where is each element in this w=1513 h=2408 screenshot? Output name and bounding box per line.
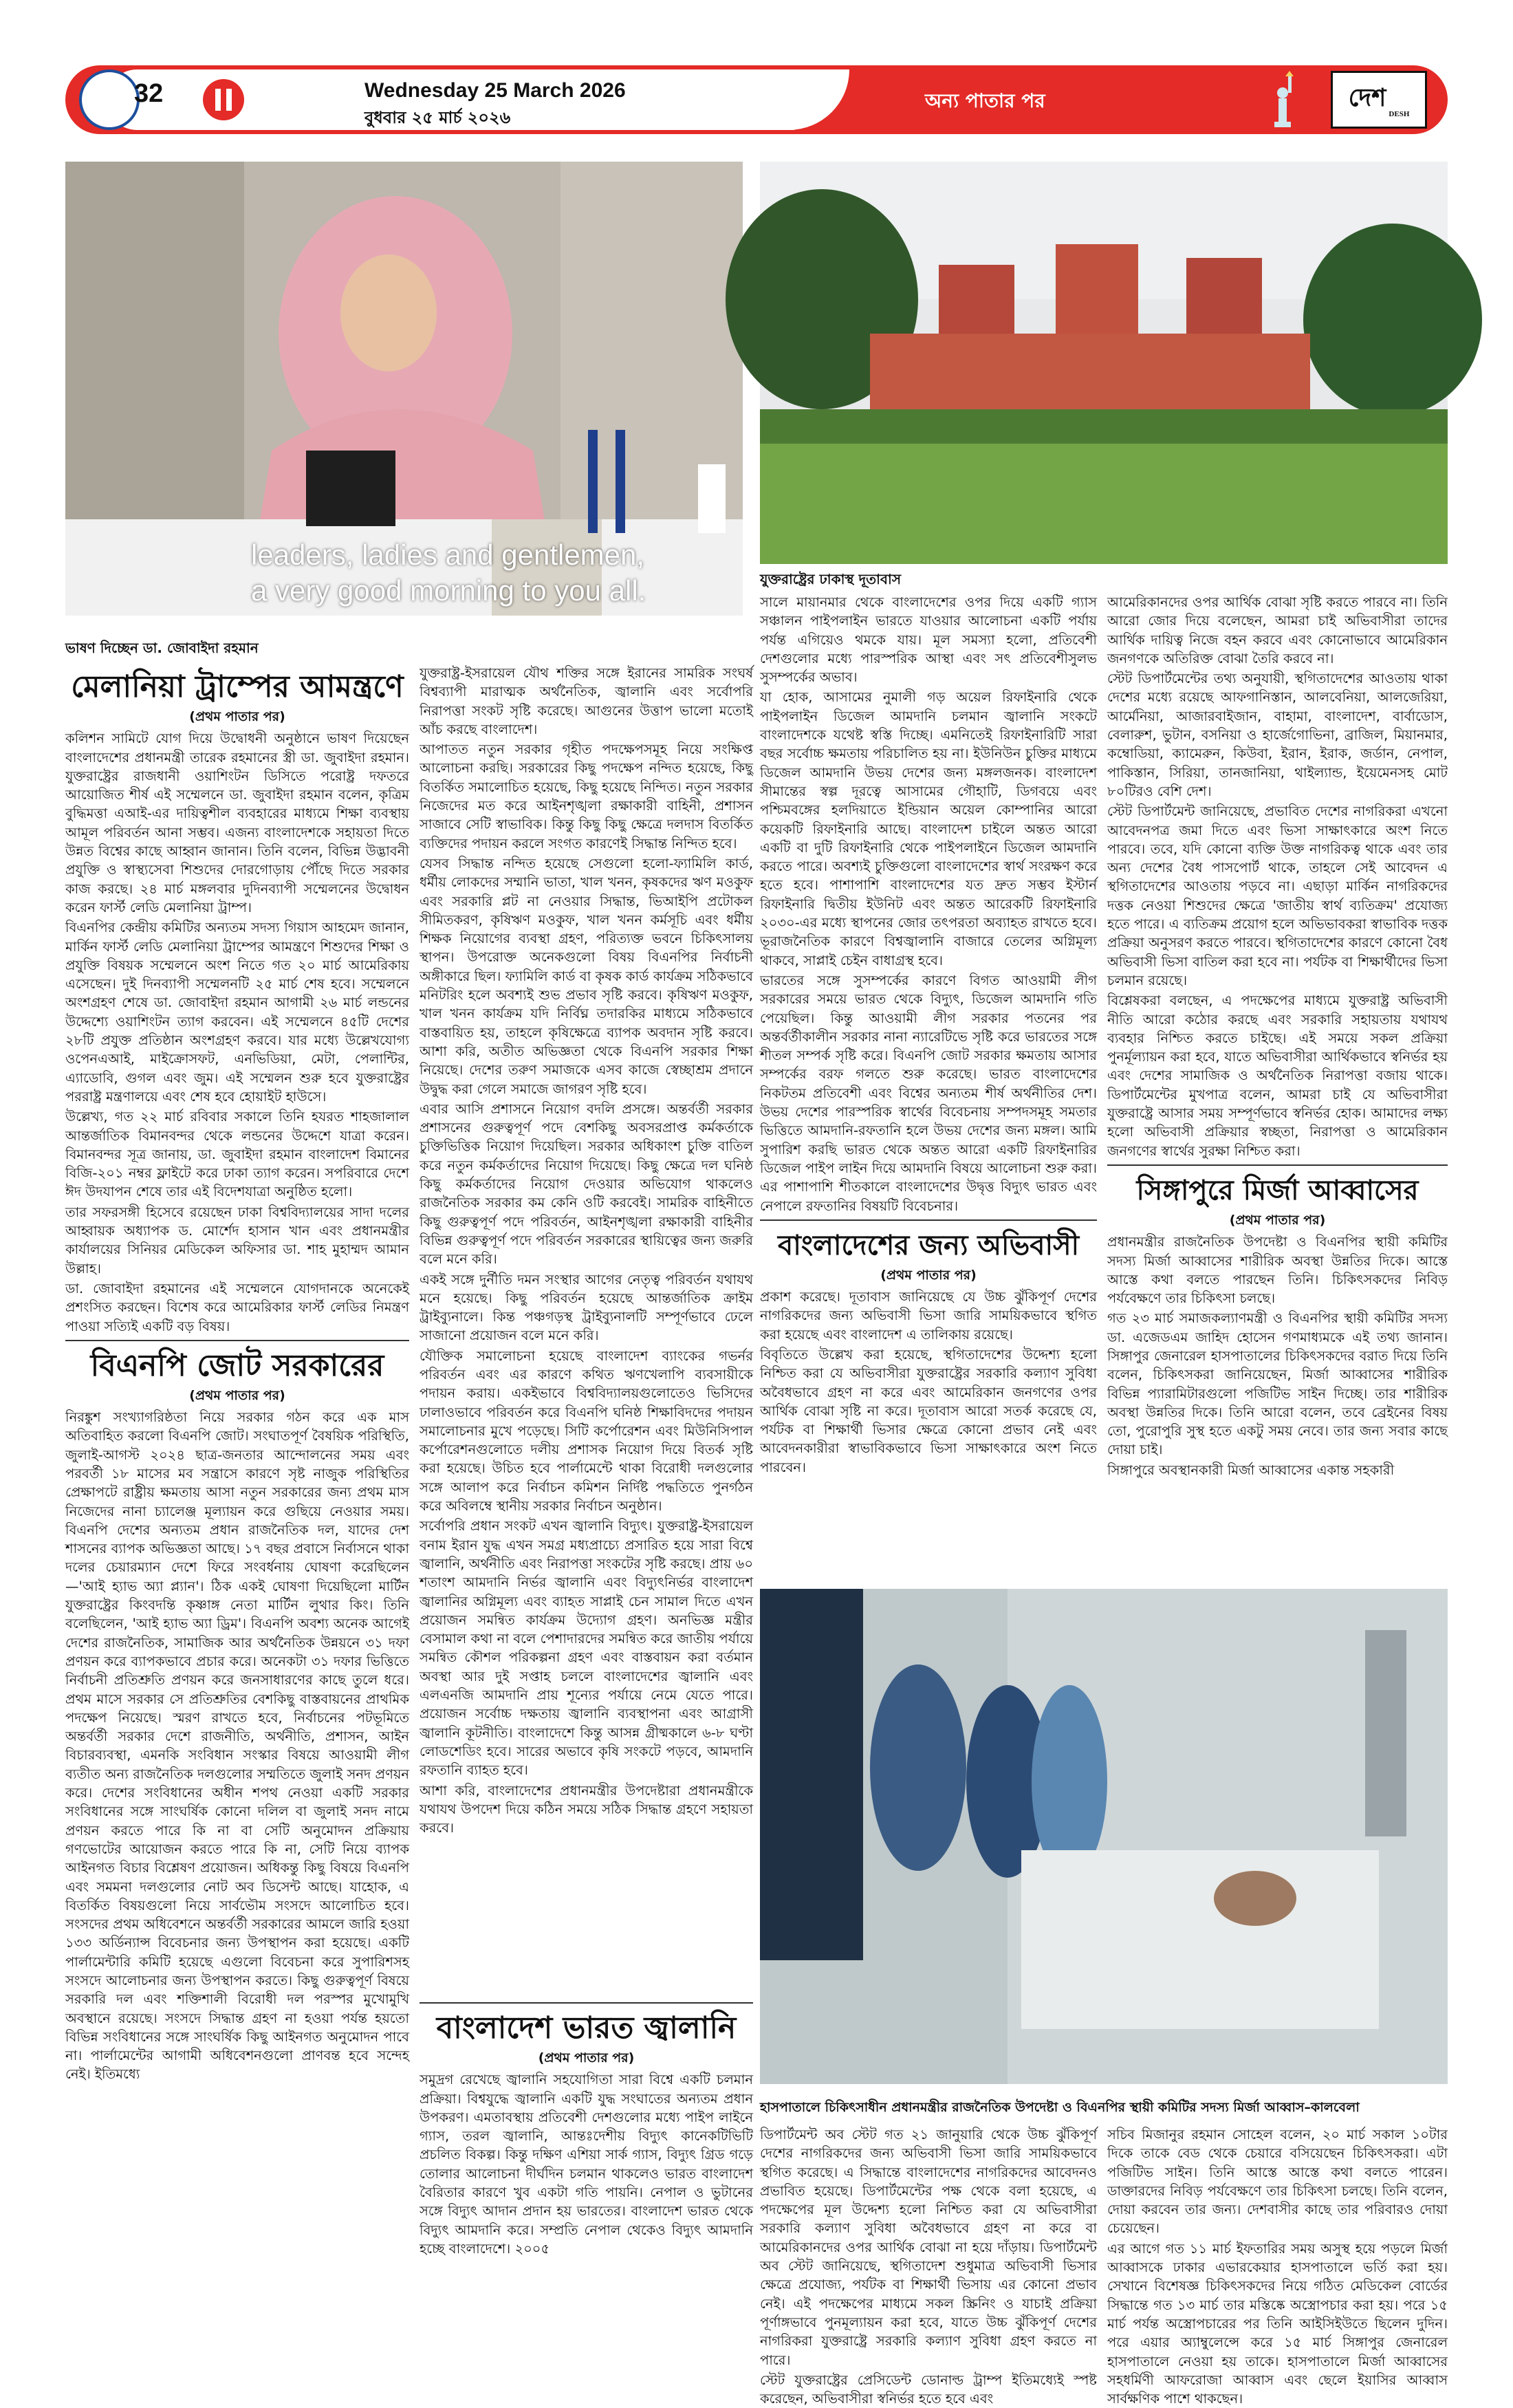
- column-3-upper: [760, 593, 1097, 1576]
- melania-para-3: উল্লেখ্য, গত ২২ মার্চ রবিবার সকালে তিনি হযরত শাহজালাল আন্তর্জাতিক বিমানবন্দর থেকে লন্ডনের উদ্দেশে যাত্রা করেন। বিমানবন্দর সূত্র জানায়, ডা. জুবাইদা রহমান বাংলাদেশ বিমানের বিজি-২০১ নম্বর ফ্লাইটে করে ঢাকা ত্যাগ করেন। সপরিবারে দেশে ঈদ উদযাপন শেষে তার এই বিদেশযাত্রা অনুষ্ঠিত হলো।: [65, 1109, 409, 1200]
- byline-melania: (প্রথম পাতার পর): [189, 709, 285, 724]
- date-english: Wednesday 25 March 2026: [364, 79, 626, 102]
- subtitle-line-2: a very good morning to you all.: [251, 574, 646, 607]
- subtitle-line-1: leaders, ladies and gentlemen,: [251, 539, 645, 571]
- bnp-cont-para-7: সর্বোপরি প্রধান সংকট এখন জ্বালানি বিদ্যুৎ। যুক্তরাষ্ট্র-ইসরায়েল বনাম ইরান যুদ্ধ এখন সমগ্র মধ্যপ্রাচ্যে প্রসারিত হয়ে সারা বিশ্বে জ্বালানি, অর্থনীতি এবং নিরাপত্তা সংকটের সৃষ্টি করছে। প্রায় ৬০ শতাংশ আমদানি নির্ভর জ্বালানি এবং বিদ্যুৎনির্ভর বাংলাদেশ জ্বালানির অগ্নিমূল্য এবং ব্যাহত সাপ্লাই চেন সামাল দিতে এখন প্রয়োজন সমন্বিত কার্যক্রম উদ্যোগ গ্রহণ। অনভিজ্ঞ মন্ত্রীর বেসামাল কথা না বলে পেশাদারদের সমন্বিত করে জাতীয় পর্যায়ে সমন্বিত কৌশল পরিকল্পনা গ্রহণ এবং বাস্তবায়ন করা বর্তমান অবস্থা আর দুই সপ্তাহ চললে বাংলাদেশের জ্বালানি এবং এলএনজি আমদানি প্রায় শূন্যের পর্যায়ে নেমে যেতে পারে। প্রয়োজন সর্বোচ্চ দক্ষতায় জ্বালানি ব্যবস্থাপনা এবং আগ্রাসী জ্বালানি কূটনীতি। বাংলাদেশে কিন্তু আসন্ন গ্রীষ্মকালে ৬-৮ ঘণ্টা লোডশেডিং হবে। সারের অভাবে কৃষি সংকটে পড়বে, আমদানি রফতানি ব্যাহত হবে।: [420, 1518, 753, 1779]
- photo3-caption: হাসপাতালে চিকিৎসাধীন প্রধানমন্ত্রীর রাজনৈতিক উপদেষ্টা ও বিএনপির স্থায়ী কমিটির সদস্য মির্জা আব্বাস–কালবেলা: [760, 2100, 1360, 2115]
- visa-para-1: প্রকাশ করেছে। দূতাবাস জানিয়েছে যে উচ্চ ঝুঁকিপূর্ণ দেশের নাগরিকদের জন্য অভিবাসী ভিসা জারি সাময়িকভাবে স্থগিত করা হয়েছে এবং বাংলাদেশ এ তালিকায় রয়েছে।: [760, 1289, 1097, 1343]
- brand-logo: [1331, 71, 1427, 129]
- divider: [65, 1340, 409, 1341]
- byline-bnp-coalition: (প্রথম পাতার পর): [189, 1387, 285, 1403]
- bnp-cont-para-8: আশা করি, বাংলাদেশের প্রধানমন্ত্রীর উপদেষ্টারা প্রধানমন্ত্রীকে যথাযথ উপদেশ দিয়ে কঠিন সময়ে সঠিক সিদ্ধান্ত গ্রহণে সহায়তা করবে।: [420, 1782, 753, 1836]
- photo-hospital: [760, 1589, 1448, 2084]
- headline-immigrant-visa: বাংলাদেশের জন্য অভিবাসী: [777, 1228, 1080, 1261]
- photo1-caption: ভাষণ দিচ্ছেন ডা. জোবাইদা রহমান: [65, 640, 259, 656]
- hospital-illustration: [760, 1589, 1448, 2084]
- column-4-lower: [1107, 2125, 1448, 2407]
- melania-para-4: তার সফরসঙ্গী হিসেবে রয়েছেন ঢাকা বিশ্ববিদ্যালয়ের সাদা দলের আহ্বায়ক অধ্যাপক ড. মোর্শেদ হাসান খান এবং প্রধানমন্ত্রীর কার্যালয়ের সিনিয়র মেডিকেল অফিসার ডা. শাহ মুহাম্মদ আমান উল্লাহ।: [65, 1204, 409, 1277]
- byline-bd-india-energy: (প্রথম পাতার পর): [538, 2050, 635, 2065]
- photo-speaker: [65, 162, 743, 616]
- headline-mirza-abbas: সিঙ্গাপুরে মির্জা আব্বাসের: [1136, 1173, 1419, 1206]
- energy-para-1: সমুদ্রগ রেখেছে জ্বালানি সহযোগিতা সারা বিশ্বে একটি চলমান প্রক্রিয়া। বিশ্বযুদ্ধে জ্বালানি একটি যুদ্ধ সংঘাতের অন্যতম প্রধান উপকরণ। এমতাবস্থায় প্রতিবেশী দেশগুলোর মধ্যে পাইপ লাইনে গ্যাস, তরল জ্বালানি, আন্তঃদেশীয় বিদ্যুৎ কানেকটিভিটি প্রচলিত বিকল্প। কিন্তু দক্ষিণ এশিয়া সার্ক গ্যাস, বিদ্যুৎ গ্রিড গড়ে তোলার আলোচনা দীর্ঘদিন চলমান থাকলেও ভারত বাংলাদেশ বৈরিতার কারণে খুব একটা গতি পায়নি। নেপাল ও ভুটানের সঙ্গে বিদ্যুৎ আদান প্রদান হয় ভারতের। বাংলাদেশ ভারত থেকে বিদ্যুৎ আমদানি করে। সম্প্রতি নেপাল থেকেও বিদ্যুৎ আমদানি হচ্ছে বাংলাদেশে। ২০০৫: [420, 2072, 753, 2257]
- byline-mirza-abbas: (প্রথম পাতার পর): [1229, 1212, 1326, 1228]
- page-number: 32: [134, 79, 164, 108]
- divider: [420, 2002, 753, 2004]
- bnp-cont-para-5: একই সঙ্গে দুর্নীতি দমন সংস্থার আগের নেতৃত্ব পরিবর্তন যথাযথ মনে হয়েছে। কিছু পরিবর্তন হয়েছে আন্তর্জাতিক ক্রাইম ট্রাইব্যুনালে। কিন্ত পঞ্চগড়স্থ ট্রাইব্যুনালটি সম্পূর্ণভাবে ঢেলে সাজানো প্রয়োজন বলে মনে করি।: [420, 1271, 753, 1344]
- melania-para-1: কলিশন সামিটে যোগ দিয়ে উদ্বোধনী অনুষ্ঠানে ভাষণ দিয়েছেন বাংলাদেশের প্রধানমন্ত্রী তারেক রহমানের স্ত্রী ডা. জুবাইদা রহমান। যুক্তরাষ্ট্রের রাজধানী ওয়াশিংটন ডিসিতে পরোষ্ট্র দফতরে আয়োজিত শীর্ষ এই সম্মেলনে ডা. জুবাইদা রহমান বলেন, কৃত্রিম বুদ্ধিমত্তা এআই-এর দায়িত্বশীল ব্যবহারের মাধ্যমে শিক্ষা ব্যবস্থায় আমূল পরিবর্তন আনা সম্ভব। এজন্য বাংলাদেশকে সহায়তা দিতে উন্নত বিশ্বের কাছে আহ্বান জানান। তিনি বলেন, বিভিন্ন উদ্ভাবনী প্রযুক্তি ও স্বাস্থ্যসেবা শিশুদের দোরগোড়ায় পৌঁছে দিতে সরকার কাজ করছে। ২৪ মার্চ মঙ্গলবার দুদিনব্যাপী সম্মেলনের উদ্বোধন করেন ফার্স্ট লেডি মেলানিয়া ট্রাম্প।: [65, 730, 409, 915]
- column-3-lower: [760, 2125, 1097, 2407]
- melania-para-2: বিএনপির কেন্দ্রীয় কমিটির অন্যতম সদস্য গিয়াস আহমেদ জানান, মার্কিন ফার্স্ট লেডি মেলানিয়া ট্রাম্পের আমন্ত্রণে শিশুদের শিক্ষা ও প্রযুক্তি বিষয়ক সম্মেলনে অংশ নিতে গত ২০ মার্চ আমেরিকায় এসেছেন। দুই দিনব্যাপী সম্মেলনটি ২৫ মার্চ শেষ হবে। সম্মেলনে অংশগ্রহণ শেষে ডা. জোবাইদা রহমান আগামী ২৬ মার্চ লন্ডনের উদ্দেশ্যে ওয়াশিংটন ত্যাগ করবেন। এই সম্মেলনে ৪৫টি দেশের ২৮টি প্রযুক্ত প্রতিষ্ঠান অংশগ্রহণ করবে। যার মধ্যে উল্লেখযোগ্য ওপেনএআই, মাইক্রোসফট, এনভিডিয়া, মেটা, পেলান্টির, এ্যাডোবি, গুগল এবং জুম। এই সম্মেলন শুরু হবে যুক্তরাষ্ট্রের পররাষ্ট্র মন্ত্রণালয়ে এবং শেষ হবে হোয়াইট হাউসে।: [65, 920, 409, 1105]
- column-4-upper: [1107, 593, 1448, 1576]
- headline-bd-india-energy: বাংলাদেশ ভারত জ্বালানি: [436, 2010, 737, 2046]
- visa-para-2: বিবৃতিতে উল্লেখ করা হয়েছে, স্থগিতাদেশের উদ্দেশ্য হলো নিশ্চিত করা যে অভিবাসীরা যুক্তরাষ্ট্রের সরকারি কল্যাণ সুবিধা অবৈধভাবে গ্রহণ না করে এবং আমেরিকান জনগণের ওপর আর্থিক বোঝা সৃষ্টি না করে। দূতাবাস আরো সতর্ক করেছে যে, পর্যটক বা শিক্ষার্থী ভিসার ক্ষেত্রে কোনো প্রভাব নেই এবং আবেদনকারীরা স্বাভাবিকভাবে ভিসা সাক্ষাৎকারে অংশ নিতে পারবেন।: [760, 1346, 1097, 1475]
- photo-embassy: [760, 162, 1448, 564]
- date-bengali: বুধবার ২৫ মার্চ ২০২৬: [364, 108, 511, 127]
- page-ornament-icon: [79, 69, 140, 130]
- embassy-illustration: [760, 162, 1448, 564]
- melania-para-5: ডা. জোবাইদা রহমানের এই সম্মেলনে যোগদানকে অনেকেই প্রশংসিত করছেন। বিশেষ করে আমেরিকার ফার্স্ট লেডির নিমন্ত্রণ পাওয়া সত্যিই একটি বড় বিষয়।: [65, 1280, 409, 1334]
- brand-name: দেশ: [1348, 84, 1386, 111]
- bnp-para-1: নিরঙ্কুশ সংখ্যাগরিষ্ঠতা নিয়ে সরকার গঠন করে এক মাস অতিবাহিত করলো বিএনপি জোট। সংঘাতপূর্ণ বৈষয়িক পরিস্থিতি, জুলাই-আগস্ট ২০২৪ ছাত্র-জনতার আন্দোলনের সময় এবং পরবর্তী ১৮ মাসের মব সন্ত্রাসে কারণে সৃষ্ট নাজুক পরিস্থিতির প্রেক্ষাপটে রাষ্ট্রীয় ক্ষমতায় আসা নতুন সরকারের জন্য প্রথম মাস নিজেদের নানা চ্যালেঞ্জ মূল্যায়ন করে গুছিয়ে নেওয়ার সময়। বিএনপি দেশের অন্যতম প্রধান রাজনৈতিক দল, যাদের দেশ শাসনের ব্যাপক অভিজ্ঞতা আছে। ১৭ বছর প্রবাসে নির্বাসনে থাকা দলের চেয়ারম্যান দেশে ফিরে সংবর্ধনায় ঘোষণা করেছিলেন—'আই হ্যাভ অ্যা প্ল্যান'। ঠিক একই ঘোষণা দিয়েছিলো মার্টিন যুক্তরাষ্ট্রের কিংবদন্তি কৃষ্ণাঙ্গ নেতা মার্টিন লুথার কিং। তিনি বলেছিলেন, 'আই হ্যাভ অ্যা ড্রিম'। বিএনপি অবশ্য অনেক আগেই দেশের রাজনৈতিক, সামাজিক আর অর্থনৈতিক উন্নয়নে ৩১ দফা প্রণয়ন করে ব্যাপকভাবে প্রচার করে। অনেকটা ৩১ দফার ভিত্তিতে নির্বাচনী প্রতিশ্রুতি প্রণয়ন করে জনসাধারণের কাছে তুলে ধরে। প্রথম মাসে সরকার সে প্রতিশ্রুতির বেশকিছু বাস্তবায়নের প্রাথমিক পদক্ষেপ নিয়েছে। স্মরণ রাখতে হবে, নির্বাচনের পটভূমিতে অন্তর্বর্তী সরকার দেশে রাজনীতি, অর্থনীতি, প্রশাসন, আইন বিচারব্যবস্থা, এমনকি সংবিধান সংস্কার বিষয়ে আওয়ামী লীগ ব্যতীত অন্য রাজনৈতিক দলগুলোর সম্মতিতে জুলাই সনদ প্রণয়ন করে। দেশের সংবিধানের অধীন শপথ নেওয়া একটি সরকার সংবিধানের সঙ্গে সাংঘর্ষিক কোনো দলিল বা জুলাই সনদ নামে প্রণয়ন করতে পারে কি না বা সেটি অনুমোদন প্রক্রিয়ায় গণভোটের আয়োজন করতে পারে কি না, সেটি নিয়ে ব্যাপক আইনগত বিচার বিশ্লেষণ প্রয়োজন। অধিকন্তু কিছু বিষয়ে বিএনপি এবং সমমনা দলগুলোর নোট অব ডিসেন্ট আছে। যাহোক, এ বিতর্কিত বিষয়গুলো নিয়ে সার্বভৌম সংসদে আলোচিত হবে। সংসদের প্রথম অধিবেশনে অন্তর্বর্তী সরকারের আমলে জারি হওয়া ১৩৩ অর্ডিন্যান্স বিবেচনার জন্য উপস্থাপন করা হয়েছে। একটি পার্লামেন্টারি কমিটি হয়েছে এগুলো বিবেচনা করে সুপারিশসহ সংসদে আলোচনার জন্য উপস্থাপন করতে। কিছু গুরুত্বপূর্ণ বিষয়ে সরকারি দল এবং শক্তিশালী বিরোধী দল পরস্পর মুখোমুখি অবস্থানে রয়েছে। সংসদে সিদ্ধান্ত গ্রহণ না হওয়া পর্যন্ত হয়তো বিভিন্ন সংবিধানের সঙ্গে সাংঘর্ষিক কিছু আইনগত অনুমোদন পাবে না। পার্লামেন্টের আগামী অধিবেশনগুলো প্রাণবন্ত হবে সন্দেহ নেই। ইতিমধ্যে: [65, 1409, 410, 2083]
- visa-cont-para-4: বিশ্লেষকরা বলছেন, এ পদক্ষেপের মাধ্যমে যুক্তরাষ্ট্র অভিবাসী নীতি আরো কঠোর করছে এবং সরকারি সহায়তায় যথাযথ ব্যবহার নিশ্চিত করতে চাইছে। এই সময়ে সকল প্রক্রিয়া পুনর্মূল্যায়ন করা হবে, যাতে অভিবাসীরা আর্থিকভাবে স্বনির্ভর হয় এবং দেশের সামাজিক ও অর্থনৈতিক নিরাপত্তা বজায় থাকে। ডিপার্টমেন্টের মুখপাত্র বলেন, আমরা চাই যে অভিবাসীরা যুক্তরাষ্ট্রে আসার সময় সম্পূর্ণভাবে স্বনির্ভর হোক। আমাদের লক্ষ্য হলো অভিবাসী প্রক্রিয়ার স্বচ্ছতা, নিরাপত্তা ও আমেরিকান জনগণের স্বার্থের সুরক্ষা নিশ্চিত করা।: [1107, 993, 1448, 1159]
- abbas-lower-para-2: এর আগে গত ১১ মার্চ ইফতারির সময় অসুস্থ হয়ে পড়লে মির্জা আব্বাসকে ঢাকার এভারকেয়ার হাসপাতালে ভর্তি করা হয়। সেখানে বিশেষজ্ঞ চিকিৎসকদের নিয়ে গঠিত মেডিকেল বোর্ডের সিদ্ধান্তে গত ১৩ মার্চ তার মস্তিষ্কে অস্ত্রোপচার করা হয়। পরে ১৫ মার্চ পর্যন্ত অস্ত্রোপচারের পর তিনি আইসিইউতে ছিলেন দুদিন। পরে এয়ার অ্যাম্বুলেন্সে করে ১৫ মার্চ সিঙ্গাপুর জেনারেল হাসপাতালে নেওয়া হয় তাকে। হাসপাতালে মির্জা আব্বাসের সহধর্মিণী আফরোজা আব্বাস এবং ছেলে ইয়াসির আব্বাস সার্বক্ষণিক পাশে থাকছেন।: [1107, 2240, 1448, 2407]
- section-label: অন্য পাতার পর: [925, 89, 1045, 112]
- abbas-lower-para-1: সচিব মিজানুর রহমান সোহেল বলেন, ২০ মার্চ সকাল ১০টার দিকে তাকে বেড থেকে চেয়ারে বসিয়েছেন চিকিৎসকরা। এটা পজিটিভ সাইন। তিনি আস্তে আস্তে কথা বলতে পারেন। ডাক্তারদের নিবিড় পর্যবেক্ষণে তার চিকিৎসা চলছে। তিনি বলেন, দোয়া করবেন তার জন্য। দেশবাসীর কাছে তার পরিবারও দোয়া চেয়েছেন।: [1107, 2127, 1448, 2237]
- bnp-cont-para-1: যুক্তরাষ্ট্র-ইসরায়েল যৌথ শক্তির সঙ্গে ইরানের সামরিক সংঘর্ষ বিশ্বব্যাপী মারাত্মক অর্থনৈতিক, জ্বালানি এবং সর্বোপরি নিরাপত্তা সংকট সৃষ্টি করেছে। আগুনের উত্তাপ ভালো মতোই আঁচ করছে বাংলাদেশ।: [420, 665, 753, 737]
- brand-sub: DESH: [1389, 110, 1410, 118]
- divider: [1107, 1164, 1448, 1166]
- energy-cont-para-3: ভারতের সঙ্গে সুসম্পর্কের কারণে বিগত আওয়ামী লীগ সরকারের সময়ে ভারত থেকে বিদ্যুৎ, ডিজেল আমদানি গতি পেয়েছিল। কিন্তু আওয়ামী লীগ সরকার পতনের পর অন্তর্বর্তীকালীন সরকার নানা ন্যারেটিভে সৃষ্টি করে ভারতের সঙ্গে শীতল সম্পর্ক সৃষ্টি করে। বিএনপি জোট সরকার ক্ষমতায় আসার সম্পর্কের বরফ গলতে শুরু করেছে। ভারত বাংলাদেশের নিকটতম প্রতিবেশী এবং বিশ্বের অন্যতম শীর্ষ অর্থনীতির দেশ। উভয় দেশের পারস্পরিক স্বার্থের বিবেচনায় সম্পদসমূহ সমতার ভিত্তিতে আমদানি-রফতানি হলে উভয় দেশের জন্য মঙ্গল। আমি সুপারিশ করছি ভারত থেকে অন্তত আরো একটি রিফাইনারির ডিজেল পাইপ লাইন দিয়ে আমদানি বিষয়ে আলোচনা শুরু করা। এর পাশাপাশি শীতকালে বাংলাদেশের উদ্বৃত্ত বিদ্যুৎ ভারত এবং নেপালে রফতানির বিষয়টি বিবেচনার।: [760, 972, 1097, 1214]
- bnp-cont-para-3: যেসব সিদ্ধান্ত নন্দিত হয়েছে সেগুলো হলো-ফ্যামিলি কার্ড, ধর্মীয় লোকদের সম্মানি ভাতা, খাল খনন, কৃষকদের ঋণ মওকুফ এবং সরকারি প্লট না নেওয়ার সিদ্ধান্ত, ভিআইপি প্রটোকল সীমিতকরণ, কৃষিঋণ মওকুফ, খাল খনন কর্মসূচি এবং ধর্মীয় শিক্ষক নিয়োগের ব্যবস্থা গ্রহণ, পরিত্যক্ত ভবনে চিকিৎসালয় স্থাপন। উপরোক্ত অনেকগুলো বিষয় বিএনপির নির্বাচনী অঙ্গীকারে ছিল। ফ্যামিলি কার্ড বা কৃষক কার্ড কার্যক্রম সঠিকভাবে মনিটরিং হলে অবশ্যই শুভ প্রভাব সৃষ্টি করবে। কৃষিঋণ মওকুফ, খাল খনন কার্যক্রম যদি নির্বিঘ্ন তদারকির মাধ্যমে সঠিকভাবে বাস্তবায়িত হয়, তাহলে কৃষিক্ষেত্রে ব্যাপক অবদান সৃষ্টি করবে। আশা করি, অতীত অভিজ্ঞতা থেকে বিএনপি সরকার শিক্ষা নিয়েছে। দেশের তরুণ সমাজকে এসব কাজে স্বেচ্ছাশ্রম প্রদানে উদ্বুদ্ধ করা গেলে সমাজে জাগরণ সৃষ্টি হবে।: [420, 855, 753, 1097]
- column-2-bottom: [420, 1998, 753, 2308]
- bnp-cont-para-4: এবার আসি প্রশাসনে নিয়োগ বদলি প্রসঙ্গে। অন্তর্বর্তী সরকার প্রশাসনের গুরুত্বপূর্ণ পদে বেশকিছু অবসরপ্রাপ্ত কর্মকর্তাকে চুক্তিভিত্তিক নিয়োগ দিয়েছিল। সরকার অধিকাংশ চুক্তি বাতিল করে নতুন কর্মকর্তাদের নিয়োগ দিয়েছে। কিছু ক্ষেত্রে দল ঘনিষ্ঠ কিছু কর্মকর্তাদের নিয়োগ দেওয়ার অভিযোগ থাকলেও রাজনৈতিক সরকার কম কেনি ওটি করবেই। সামরিক বাহিনীতে কিছু গুরুত্বপূর্ণ পদে পরিবর্তন, আইনশৃঙ্খলা রক্ষাকারী বাহিনীর বিভিন্ন গুরুত্বপূর্ণ পদে পরিবর্তন সরকারের স্থায়িত্বের জন্য জরুরি বলে মনে করি।: [420, 1100, 753, 1268]
- bnp-cont-para-2: আপাতত নতুন সরকার গৃহীত পদক্ষেপসমূহ নিয়ে সংক্ষিপ্ত আলোচনা করছি। সরকারের কিছু পদক্ষেপ নন্দিত হয়েছে, কিছু বিতর্কিত সমালোচিত হয়েছে, কিছু হয়েছে নিন্দিত। নতুন সরকার নিজেদের মত করে আইনশৃঙ্খলা রক্ষাকারী বাহিনী, প্রশাসন সাজাবে সেটি স্বাভাবিক। কিন্তু কিছু কিছু ক্ষেত্রে দলদাস বিতর্কিত ব্যক্তিদের পদায়ন করলে সংগত কারণেই সিদ্ধান্ত নিন্দিত হবে।: [420, 741, 753, 852]
- divider: [760, 1219, 1097, 1221]
- energy-cont-para-2: যা হোক, আসামের নুমালী গড় অয়েল রিফাইনারি থেকে পাইপলাইন ডিজেল আমদানি চলমান জ্বালানি সংকটে বাংলাদেশকে যথেষ্ট স্বস্তি দিচ্ছে। এমনিতেই রিফাইনারিটি সারা বছর সর্বোচ্চ ক্ষমতায় পরিচালিত হয় না। ইউনিউন চুক্তির মাধ্যমে ডিজেল আমদানি উভয় দেশের জন্য মঙ্গলজনক। বাংলাদেশ সীমান্তের স্বল্প দূরত্বে আসামের গৌহাটি, ডিগবয়ে এবং পশ্চিমবঙ্গের হলদিয়াতে ইন্ডিয়ান অয়েল কোম্পানির আরো কয়েকটি রিফাইনারি আছে। বাংলাদেশ চাইলে অন্তত আরো একটি বা দুটি রিফাইনারি থেকে পাইপলাইনে ডিজেল আমদানি করতে পারে। অবশ্যই চুক্তিগুলো বাংলাদেশের স্বার্থ সংরক্ষণ করে হতে হবে। পাশাপাশি বাংলাদেশের যত দ্রুত সম্ভব ইস্টার্ন রিফাইনারি দ্বিতীয় ইউনিট এবং অন্তত আরেকটি রিফাইনারি ২০৩০-এর মধ্যে স্থাপনের জোর তৎপরতা অব্যাহত রাখতে হবে। ভূরাজনৈতিক কারণে বিশ্বজ্বালানি বাজারে তেলের অগ্নিমূল্য থাকবে, সাপ্লাই চেইন বাধাগ্রস্থ হবে।: [760, 689, 1097, 968]
- photo2-caption: যুক্তরাষ্ট্রের ঢাকাস্থ দূতাবাস: [760, 571, 902, 587]
- headline-bnp-coalition: বিএনপি জোট সরকারের: [90, 1347, 384, 1383]
- visa-cont-para-2: স্টেট ডিপার্টমেন্টের তথ্য অনুযায়ী, স্থগিতাদেশের আওতায় থাকা দেশের মধ্যে রয়েছে আফগানিস্তান, আলবেনিয়া, আলজেরিয়া, আর্মেনিয়া, আজারবাইজান, বাহামা, বাংলাদেশ, বার্বাডোস, বেলারুশ, ভুটান, বসনিয়া ও হার্জেগোভিনা, ব্রাজিল, মিয়ানমার, কম্বোডিয়া, ক্যামেরুন, কিউবা, ইরান, ইরাক, জর্ডান, নেপাল, পাকিস্তান, সিরিয়া, তানজানিয়া, থাইল্যান্ড, ইয়েমেনসহ মোট ৮০টিরও বেশি দেশ।: [1107, 671, 1448, 799]
- statue-of-liberty-icon: [1262, 71, 1303, 129]
- headline-melania: মেলানিয়া ট্রাম্পের আমন্ত্রণে: [71, 669, 404, 704]
- visa-cont-para-3: স্টেট ডিপার্টমেন্ট জানিয়েছে, প্রভাবিত দেশের নাগরিকরা এখনো আবেদনপত্র জমা দিতে এবং ভিসা সাক্ষাৎকারে অংশ নিতে পারবে। তবে, যদি কোনো ব্যক্তি উক্ত নাগরিকত্ব থাকে এবং তার অন্য দেশের বৈধ পাসপোর্ট থাকে, তাহলে সেই আবেদন এ স্থগিতাদেশের আওতায় পড়বে না। এছাড়া মার্কিন নাগরিকদের দত্তক নেওয়া শিশুদের ক্ষেত্রে 'জাতীয় স্বার্থ ব্যতিক্রম' প্রযোজ্য হতে পারে। এ ব্যতিক্রম প্রয়োগ হলে অভিভাবকরা স্বাভাবিক দত্তক প্রক্রিয়া অনুসরণ করতে পারবে। স্থগিতাদেশের কারণে কোনো বৈধ অভিবাসী ভিসা বাতিল করা হবে না। পর্যটক বা শিক্ষার্থীদের ভিসা চলমান রয়েছে।: [1107, 803, 1448, 988]
- visa-lower-para-2: স্টেট যুক্তরাষ্ট্রের প্রেসিডেন্ট ডোনাল্ড ট্রাম্প ইতিমধ্যেই স্পষ্ট করেছেন, অভিবাসীরা স্বনির্ভর হতে হবে এবং: [760, 2372, 1097, 2407]
- abbas-para-2: গত ২৩ মার্চ সমাজকল্যাণমন্ত্রী ও বিএনপির স্থায়ী কমিটির সদস্য ডা. এজেডএম জাহিদ হোসেন গণমাধ্যমকে এই তথ্য জানান। সিঙ্গাপুর জেনারেল হাসপাতালের চিকিৎসকদের বরাত দিয়ে তিনি বলেন, চিকিৎসকরা জানিয়েছেন, মির্জা আব্বাসের শারীরিক বিভিন্ন প্যারামিটারগুলো পজিটিভ সাইন দিচ্ছে। তার শারীরিক অবস্থা উন্নতির দিকে। তিনি আরো বলেন, তবে ব্রেইনের বিষয় তো, পুরোপুরি সুস্থ হতে একটু সময় নেবে। তার জন্য সবার কাছে দোয়া চাই।: [1107, 1310, 1448, 1458]
- column-1: [65, 664, 409, 2304]
- visa-lower-para-1: ডিপার্টমেন্ট অব স্টেট গত ২১ জানুয়ারি থেকে উচ্চ ঝুঁকিপূর্ণ দেশের নাগরিকদের জন্য অভিবাসী ভিসা জারি সাময়িকভাবে স্থগিত করেছে। এ সিদ্ধান্তে বাংলাদেশের নাগরিকদের আবেদনও প্রভাবিত হয়েছে। ডিপার্টমেন্টের পক্ষ থেকে বলা হয়েছে, এ পদক্ষেপের মূল উদ্দেশ্য হলো নিশ্চিত করা যে অভিবাসীরা সরকারি কল্যাণ সুবিধা অবৈধভাবে গ্রহণ না করে বা আমেরিকানদের ওপর আর্থিক বোঝা না হয়ে দাঁড়ায়। ডিপার্টমেন্ট অব স্টেট জানিয়েছে, স্থগিতাদেশ শুধুমাত্র অভিবাসী ভিসার ক্ষেত্রে প্রযোজ্য, পর্যটক বা শিক্ষার্থী ভিসায় এর কোনো প্রভাব নেই। এই পদক্ষেপের মাধ্যমে সকল স্ক্রিনিং ও যাচাই প্রক্রিয়া পূর্ণাঙ্গভাবে পুনমূল্যায়ন করা হবে, যাতে উচ্চ ঝুঁকিপূর্ণ দেশের নাগরিকরা যুক্তরাষ্ট্রে সরকারি কল্যাণ সুবিধা গ্রহণ করতে না পারে।: [760, 2127, 1097, 2368]
- abbas-para-3: সিঙ্গাপুরে অবস্থানকারী মির্জা আব্বাসের একান্ত সহকারী: [1107, 1462, 1395, 1478]
- byline-immigrant-visa: (প্রথম পাতার পর): [880, 1267, 977, 1283]
- bnp-cont-para-6: যৌক্তিক সমালোচনা হয়েছে বাংলাদেশ ব্যাংকের গভর্নর পরিবর্তন এবং এর কারণে কথিত ঋণখেলাপি ব্যবসায়ীকে পদায়ন করায়। একইভাবে বিশ্ববিদ্যালয়গুলোতেও ভিসিদের ঢালাওভাবে পরিবর্তন করে বিএনপি ঘনিষ্ঠ শিক্ষাবিদদের পদায়ন সমালোচনার মুখে পড়েছে। সিটি কর্পোরেশন এবং মিউনিসিপাল কর্পোরেশনগুলোতে দলীয় প্রশাসক নিয়োগ দিয়ে বিতর্ক সৃষ্টি করা হয়েছে। উচিত হবে পার্লামেন্টে থাকা বিরোধী দলগুলোর সঙ্গে আলাপ করে নির্বাচন কমিশন নির্দিষ্ট পদ্ধতিতে পুনর্গঠন করে অবিলম্বে স্থানীয় সরকার নির্বাচন অনুষ্ঠান।: [420, 1347, 753, 1515]
- page-header: [65, 65, 1448, 134]
- visa-cont-para-1: আমেরিকানদের ওপর আর্থিক বোঝা সৃষ্টি করতে পারবে না। তিনি আরো জোর দিয়ে বলেছেন, আমরা চাই অভিবাসীরা তাদের আর্থিক দায়িত্ব নিজে বহন করবে এবং কোনোভাবে আমেরিকান জনগণকে অতিরিক্ত বোঝা তৈরি করবে না।: [1107, 594, 1448, 666]
- abbas-para-1: প্রধানমন্ত্রীর রাজনৈতিক উপদেষ্টা ও বিএনপির স্থায়ী কমিটির সদস্য মির্জা আব্বাসের শারীরিক অবস্থা উন্নতির দিকে। আস্তে আস্তে কথা বলতে পারছেন তিনি। চিকিৎসকদের নিবিড় পর্যবেক্ষণে তার চিকিৎসা চলছে।: [1107, 1234, 1448, 1307]
- energy-cont-para-1: সালে মায়ানমার থেকে বাংলাদেশের ওপর দিয়ে একটি গ্যাস সঞ্চালন পাইপলাইন ভারতে যাওয়ার আলোচনা একটি পর্যায় পর্যন্ত এগিয়েও থমকে যায়। মূল সমস্যা হলো, প্রতিবেশী দেশগুলোর মধ্যে পারস্পরিক আস্থা এবং সৎ প্রতিবেশীসুলভ সুসম্পর্কের অভাব।: [760, 594, 1097, 686]
- paper-logo-icon: [203, 79, 244, 120]
